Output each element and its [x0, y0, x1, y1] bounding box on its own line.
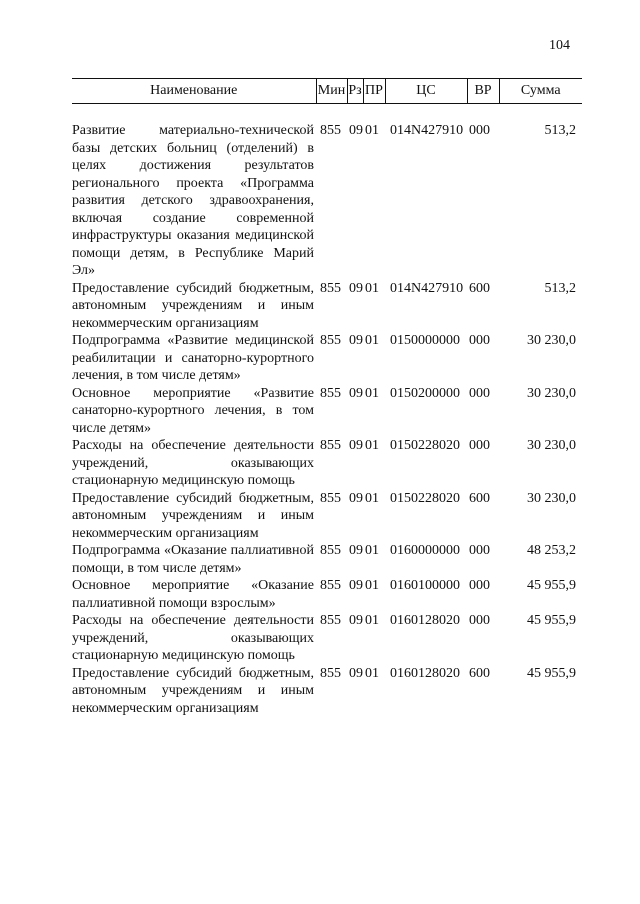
page-number: 104 [549, 38, 570, 53]
row-rz-cell: 09 [349, 665, 363, 681]
row-cs-cell: 014N427910 [390, 280, 464, 296]
row-min-cell: 855 [320, 438, 341, 453]
row-pr-cell: 01 [365, 333, 379, 348]
row-vr-cell: 600 [469, 665, 490, 681]
row-cs-cell: 0160128020 [390, 665, 460, 681]
row-rz-cell: 09 [349, 578, 363, 593]
column-header-pr: ПР [363, 79, 385, 104]
column-header-vr: ВР [467, 79, 499, 104]
row-min-cell: 855 [320, 333, 341, 348]
row-sum-cell: 513,2 [544, 123, 576, 138]
row-name-cell: Предоставление субсидий бюджетным, автономным учреждениям и иным некоммерческим организациям [72, 665, 314, 716]
table-row [72, 437, 582, 490]
row-pr-cell: 01 [365, 490, 379, 506]
table-row [72, 385, 582, 438]
row-sum-cell: 30 230,0 [527, 438, 576, 453]
row-min-cell: 855 [320, 665, 341, 681]
row-sum-cell: 45 955,9 [527, 665, 576, 681]
row-cs-cell: 0150000000 [390, 333, 460, 348]
row-vr-cell: 000 [469, 333, 490, 348]
row-name-cell: Предоставление субсидий бюджетным, автономным учреждениям и иным некоммерческим организациям [72, 490, 314, 541]
row-pr-cell: 01 [365, 438, 379, 453]
row-min-cell: 855 [320, 385, 341, 401]
header-spacer-row [72, 104, 582, 123]
column-header-name: Наименование [72, 79, 316, 104]
row-vr-cell: 000 [469, 123, 490, 138]
row-name-cell: Подпрограмма «Развитие медицинской реабилитации и санаторно-курортного лечения, в том числе детям» [72, 333, 314, 383]
row-min-cell: 855 [320, 490, 341, 506]
row-rz-cell: 09 [349, 280, 363, 296]
row-pr-cell: 01 [365, 385, 379, 401]
column-header-min: Мин [316, 79, 347, 104]
row-min-cell: 855 [320, 280, 341, 296]
row-min-cell: 855 [320, 543, 341, 558]
row-min-cell: 855 [320, 123, 341, 138]
row-vr-cell: 600 [469, 280, 490, 296]
table-header-row [72, 79, 582, 104]
row-vr-cell: 000 [469, 543, 490, 558]
table-row [72, 490, 582, 543]
row-sum-cell: 30 230,0 [527, 333, 576, 348]
table-row [72, 332, 582, 385]
row-sum-cell: 45 955,9 [527, 613, 576, 628]
row-sum-cell: 30 230,0 [527, 490, 576, 506]
budget-table [72, 78, 582, 717]
row-cs-cell: 0150228020 [390, 438, 460, 453]
row-sum-cell: 513,2 [544, 280, 576, 296]
row-name-cell: Подпрограмма «Оказание паллиативной помощи, в том числе детям» [72, 543, 314, 576]
row-min-cell: 855 [320, 613, 341, 628]
row-vr-cell: 600 [469, 490, 490, 506]
row-name-cell: Расходы на обеспечение деятельности учреждений, оказывающих стационарную медицинскую помощь [72, 438, 314, 488]
row-cs-cell: 0160100000 [390, 578, 460, 593]
row-rz-cell: 09 [349, 613, 363, 628]
row-cs-cell: 0160000000 [390, 543, 460, 558]
row-pr-cell: 01 [365, 543, 379, 558]
table-body [72, 104, 582, 718]
row-name-cell: Основное мероприятие «Оказание паллиативной помощи взрослым» [72, 578, 314, 611]
column-header-rz: Рз [347, 79, 363, 104]
row-cs-cell: 0150200000 [390, 385, 460, 401]
row-vr-cell: 000 [469, 613, 490, 628]
row-vr-cell: 000 [469, 438, 490, 453]
table-row [72, 612, 582, 665]
row-vr-cell: 000 [469, 385, 490, 401]
table-row [72, 665, 582, 718]
table-row [72, 542, 582, 577]
row-rz-cell: 09 [349, 123, 363, 138]
row-rz-cell: 09 [349, 490, 363, 506]
row-pr-cell: 01 [365, 578, 379, 593]
row-pr-cell: 01 [365, 123, 379, 138]
table-row [72, 577, 582, 612]
row-name-cell: Основное мероприятие «Развитие санаторно-курортного лечения, в том числе детям» [72, 385, 314, 436]
column-header-cs: ЦС [385, 79, 467, 104]
row-sum-cell: 48 253,2 [527, 543, 576, 558]
row-rz-cell: 09 [349, 385, 363, 401]
row-pr-cell: 01 [365, 665, 379, 681]
row-rz-cell: 09 [349, 333, 363, 348]
row-pr-cell: 01 [365, 613, 379, 628]
row-vr-cell: 000 [469, 578, 490, 593]
row-pr-cell: 01 [365, 280, 379, 296]
row-cs-cell: 0160128020 [390, 613, 460, 628]
table-row [72, 122, 582, 280]
row-cs-cell: 0150228020 [390, 490, 460, 506]
row-name-cell: Предоставление субсидий бюджетным, автономным учреждениям и иным некоммерческим организациям [72, 280, 314, 331]
row-min-cell: 855 [320, 578, 341, 593]
row-name-cell: Расходы на обеспечение деятельности учреждений, оказывающих стационарную медицинскую помощь [72, 613, 314, 663]
row-name-cell: Развитие материально-технической базы детских больниц (отделений) в целях достижения результатов регионального проекта «Программа развития детского здравоохранения, включая создание современной инфраструктуры оказания медицинской помощи детям, в Республике Марий Эл» [72, 123, 314, 278]
row-rz-cell: 09 [349, 543, 363, 558]
row-sum-cell: 45 955,9 [527, 578, 576, 593]
column-header-sum: Сумма [499, 79, 582, 104]
row-rz-cell: 09 [349, 438, 363, 453]
table-row [72, 280, 582, 333]
row-sum-cell: 30 230,0 [527, 385, 576, 401]
row-cs-cell: 014N427910 [390, 123, 464, 138]
